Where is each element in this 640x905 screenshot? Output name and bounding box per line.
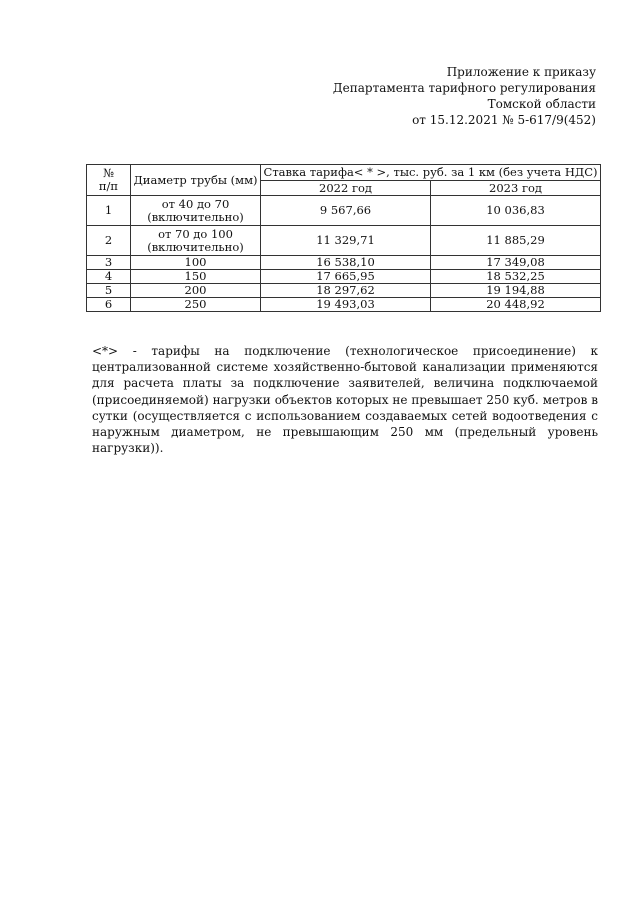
table-row (87, 284, 601, 298)
row-rate-2022: 19 493,03 (261, 298, 431, 312)
row-rate-2023: 11 885,29 (431, 226, 601, 256)
row-number: 4 (87, 270, 131, 284)
col-header-diameter: Диаметр трубы (мм) (131, 165, 261, 196)
tariff-table (86, 164, 601, 312)
row-number: 3 (87, 256, 131, 270)
col-header-number-line2: п/п (98, 179, 119, 193)
row-rate-2022: 16 538,10 (261, 256, 431, 270)
header-line: Приложение к приказу (446, 65, 596, 79)
row-diameter-line2: (включительно) (147, 239, 244, 254)
row-diameter (131, 226, 261, 256)
col-header-year-2023: 2023 год (431, 181, 601, 196)
table-row (87, 270, 601, 284)
col-header-year-2022: 2022 год (261, 181, 431, 196)
row-rate-2023: 10 036,83 (431, 196, 601, 226)
row-diameter-line2: (включительно) (147, 209, 244, 224)
row-diameter: 250 (131, 298, 261, 312)
tariff-footnote: <*> - тарифы на подключение (технологическое присоединение) к централизованной системе хозяйственно-бытовой канализации применяются для расчета платы за подключение заявителей, величина подключаемой (присоединяемой) нагрузки объектов которых не превышает 250 куб. метров в сутки (осуществляется с использованием создаваемых сетей водоотведения с наружным диаметром, не превышающим 250 мм (предельный уровень нагрузки)). (92, 344, 598, 456)
col-header-number (87, 165, 131, 196)
row-diameter: 100 (131, 256, 261, 270)
header-line: от 15.12.2021 № 5-617/9(452) (412, 113, 596, 127)
table-row (87, 196, 601, 226)
row-rate-2023: 20 448,92 (431, 298, 601, 312)
row-number: 1 (87, 196, 131, 226)
row-number: 5 (87, 284, 131, 298)
row-rate-2023: 19 194,88 (431, 284, 601, 298)
row-number: 2 (87, 226, 131, 256)
row-rate-2022: 11 329,71 (261, 226, 431, 256)
row-diameter-line1: от 70 до 100 (158, 226, 233, 241)
row-rate-2023: 17 349,08 (431, 256, 601, 270)
row-rate-2022: 17 665,95 (261, 270, 431, 284)
row-rate-2022: 18 297,62 (261, 284, 431, 298)
col-header-rate: Ставка тарифа< * >, тыс. руб. за 1 км (без учета НДС) (261, 165, 601, 181)
row-diameter: 200 (131, 284, 261, 298)
row-diameter (131, 196, 261, 226)
row-number: 6 (87, 298, 131, 312)
order-appendix-header (333, 64, 596, 128)
col-header-number-line1: № (103, 166, 114, 180)
table-row (87, 298, 601, 312)
row-diameter-line1: от 40 до 70 (161, 196, 230, 211)
row-rate-2023: 18 532,25 (431, 270, 601, 284)
table-row (87, 226, 601, 256)
table-row (87, 256, 601, 270)
row-diameter: 150 (131, 270, 261, 284)
header-line: Томской области (487, 97, 596, 111)
header-line: Департамента тарифного регулирования (332, 81, 596, 95)
row-rate-2022: 9 567,66 (261, 196, 431, 226)
